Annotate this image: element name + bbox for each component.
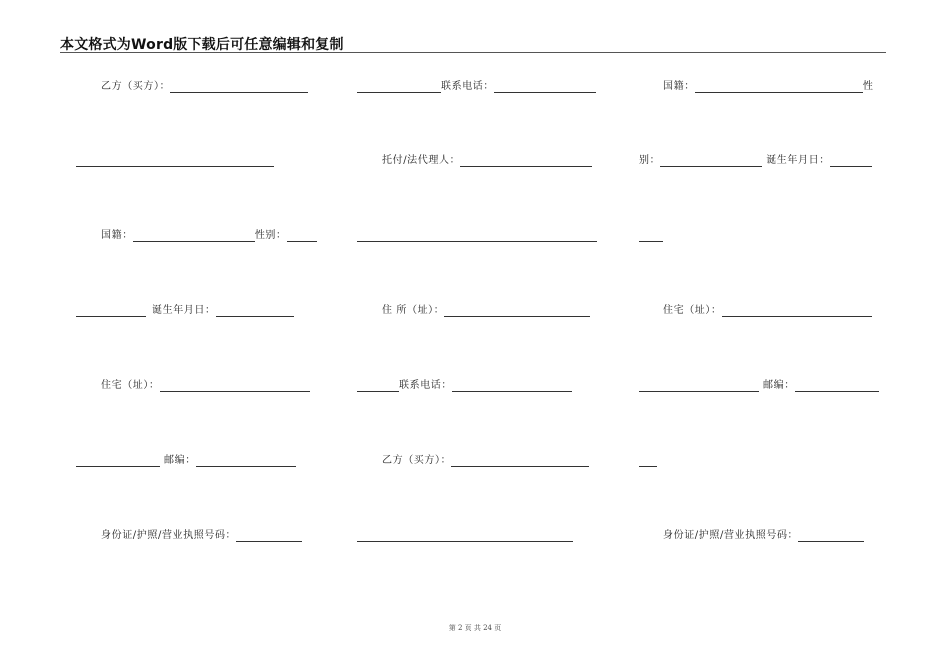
header-divider — [60, 52, 886, 53]
home-address-label: 住宅（址）： — [663, 305, 722, 316]
fill-blank[interactable] — [639, 381, 759, 392]
fill-blank[interactable] — [236, 531, 302, 542]
fill-blank[interactable] — [494, 82, 596, 93]
form-line — [357, 380, 572, 392]
form-line — [101, 380, 310, 392]
form-line — [663, 305, 872, 317]
fill-blank[interactable] — [460, 156, 592, 167]
form-line — [639, 155, 872, 167]
form-line — [382, 305, 590, 317]
fill-blank[interactable] — [444, 306, 590, 317]
fill-blank[interactable] — [695, 82, 863, 93]
contact-phone-label: 联系电话： — [441, 81, 494, 92]
fill-blank[interactable] — [357, 381, 399, 392]
fill-blank[interactable] — [798, 531, 864, 542]
form-line — [639, 455, 657, 467]
fill-blank[interactable] — [795, 381, 879, 392]
fill-blank[interactable] — [722, 306, 872, 317]
form-line — [639, 230, 663, 242]
fill-blank[interactable] — [639, 456, 657, 467]
gender-label-end: 别： — [639, 155, 661, 166]
form-line — [357, 81, 596, 93]
page-number: 第 2 页 共 24 页 — [448, 624, 502, 632]
fill-blank[interactable] — [216, 306, 294, 317]
form-line — [663, 530, 864, 542]
contact-phone-label: 联系电话： — [399, 380, 452, 391]
residence-label: 住 所（址）： — [382, 305, 445, 316]
form-line — [382, 155, 592, 167]
postcode-label: 邮编： — [164, 455, 196, 466]
fill-blank[interactable] — [76, 306, 146, 317]
fill-blank[interactable] — [830, 156, 872, 167]
birth-date-label: 诞生年月日： — [766, 155, 830, 166]
header-title: 本文格式为Word版下载后可任意编辑和复制 — [60, 37, 344, 53]
entrusted-agent-label: 托付/法代理人： — [382, 155, 461, 166]
fill-blank[interactable] — [76, 156, 274, 167]
form-line — [639, 380, 879, 392]
form-line — [76, 155, 274, 167]
fill-blank[interactable] — [170, 82, 308, 93]
form-line — [101, 81, 308, 93]
fill-blank[interactable] — [357, 231, 597, 242]
fill-blank[interactable] — [451, 456, 589, 467]
form-line — [663, 81, 873, 93]
gender-label: 性别： — [254, 230, 287, 241]
form-line — [76, 305, 294, 317]
fill-blank[interactable] — [76, 456, 160, 467]
fill-blank[interactable] — [196, 456, 296, 467]
fill-blank[interactable] — [133, 231, 255, 242]
fill-blank[interactable] — [452, 381, 572, 392]
fill-blank[interactable] — [639, 231, 663, 242]
form-line — [76, 455, 296, 467]
postcode-label: 邮编： — [763, 380, 795, 391]
party-b-label: 乙方（买方）： — [101, 81, 171, 92]
party-b-label: 乙方（买方）： — [382, 455, 452, 466]
form-line — [382, 455, 589, 467]
nationality-label: 国籍： — [663, 81, 695, 92]
id-card-label: 身份证/护照/营业执照号码： — [663, 530, 799, 541]
fill-blank[interactable] — [287, 231, 317, 242]
form-line — [101, 530, 302, 542]
form-line — [357, 530, 573, 542]
fill-blank[interactable] — [357, 82, 441, 93]
birth-date-label: 诞生年月日： — [152, 305, 216, 316]
form-line — [101, 230, 317, 242]
fill-blank[interactable] — [357, 531, 573, 542]
fill-blank[interactable] — [160, 381, 310, 392]
fill-blank[interactable] — [660, 156, 762, 167]
home-address-label: 住宅（址）： — [101, 380, 160, 391]
gender-label-start: 性 — [862, 81, 874, 92]
id-card-label: 身份证/护照/营业执照号码： — [101, 530, 237, 541]
nationality-label: 国籍： — [101, 230, 133, 241]
form-line — [357, 230, 597, 242]
